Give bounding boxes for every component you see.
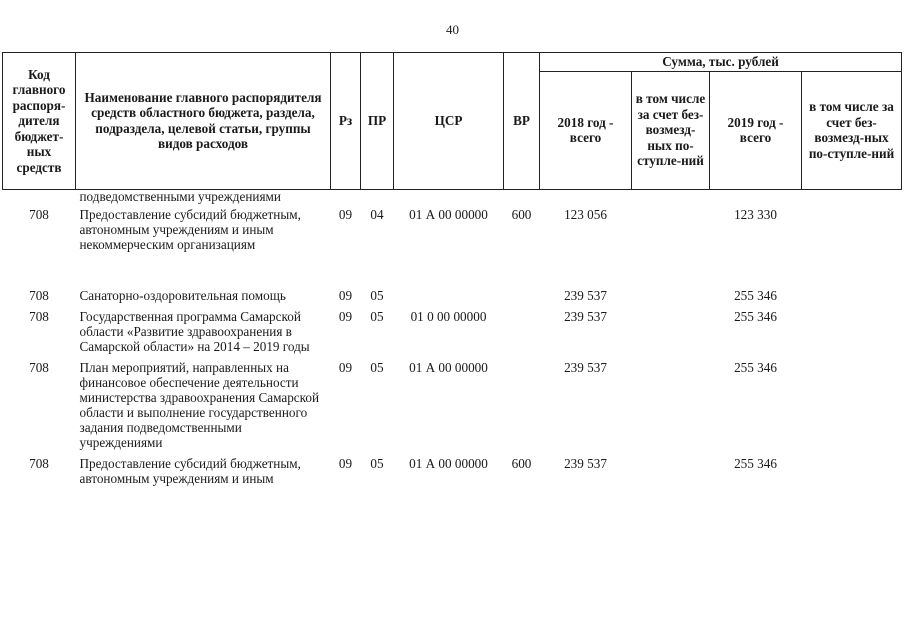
cell-csr: 01 А 00 00000: [409, 455, 488, 471]
cell-pr: 05: [370, 455, 384, 471]
table-row: [3, 309, 902, 360]
cell-name: План мероприятий, направленных на финансовое обеспечение деятельности министерства здравоохранения Самарской области и выполнение государственного задания подведомственными учреждениями: [79, 359, 320, 450]
cell-sum-2019: 255 346: [734, 287, 777, 303]
cell-name: Государственная программа Самарской области «Развитие здравоохранения в Самарской области» на 2014 – 2019 годы: [79, 308, 310, 354]
cell-sum-2019: 255 346: [734, 359, 777, 375]
table-row: [3, 360, 902, 456]
cell-free-2019: [802, 288, 902, 309]
cell-free-2018: [632, 456, 710, 492]
cell-free-2018: [632, 288, 710, 309]
cell-sum-2018: 239 537: [564, 308, 607, 324]
carry-over-row: [3, 189, 902, 207]
cell-free-2019: [802, 207, 902, 288]
header-2018-free: в том числе за счет без-возмезд-ных по-ступле-ний: [632, 71, 710, 189]
cell-free-2019: [802, 309, 902, 360]
cell-sum-2018: 239 537: [564, 359, 607, 375]
cell-csr: 01 0 00 00000: [410, 308, 487, 324]
table-row: [3, 456, 902, 492]
cell-rz: 09: [338, 455, 353, 471]
cell-sum-2019: 123 330: [734, 206, 777, 222]
table-row: [3, 207, 902, 288]
cell-pr: 04: [370, 206, 384, 222]
cell-code: 708: [29, 455, 49, 471]
cell-name: Санаторно-оздоровительная помощь: [79, 287, 286, 303]
header-pr: ПР: [361, 53, 394, 190]
header-code: Код главного распоря-дителя бюджет-ных средств: [3, 53, 76, 190]
cell-rz: 09: [338, 206, 353, 222]
cell-rz: 09: [338, 359, 353, 375]
budget-table: [2, 52, 902, 492]
cell-sum-2019: 255 346: [734, 308, 777, 324]
table-body: [3, 189, 902, 492]
cell-vr: 600: [511, 206, 532, 222]
cell-sum-2018: 239 537: [564, 287, 607, 303]
cell-sum-2018: 123 056: [564, 206, 607, 222]
header-2019-total: 2019 год - всего: [710, 71, 802, 189]
cell-pr: 05: [370, 308, 384, 324]
page-number: 40: [446, 22, 459, 37]
cell-free-2019: [802, 360, 902, 456]
cell-vr: [504, 309, 540, 360]
cell-name: Предоставление субсидий бюджетным, автономным учреждениям и иным: [79, 455, 301, 486]
cell-code: 708: [29, 308, 49, 324]
cell-pr: 05: [370, 359, 384, 375]
carry-over-text: подведомственными учреждениями: [79, 188, 281, 204]
cell-code: 708: [29, 206, 49, 222]
header-csr: ЦСР: [394, 53, 504, 190]
cell-vr: 600: [511, 455, 532, 471]
header-2018-total: 2018 год - всего: [540, 71, 632, 189]
cell-free-2019: [802, 456, 902, 492]
table-header: [3, 53, 902, 190]
header-rz: Рз: [331, 53, 361, 190]
header-2019-free: в том числе за счет без-возмезд-ных по-ступле-ний: [802, 71, 902, 189]
cell-rz: 09: [338, 308, 353, 324]
cell-free-2018: [632, 309, 710, 360]
cell-rz: 09: [338, 287, 353, 303]
cell-csr: 01 А 00 00000: [409, 359, 488, 375]
cell-code: 708: [29, 287, 49, 303]
cell-pr: 05: [370, 287, 384, 303]
cell-csr: [394, 288, 504, 309]
cell-sum-2019: 255 346: [734, 455, 777, 471]
cell-csr: 01 А 00 00000: [409, 206, 488, 222]
header-vr: ВР: [504, 53, 540, 190]
cell-name: Предоставление субсидий бюджетным, автономным учреждениям и иным некоммерческим организациям: [79, 206, 301, 252]
header-name: Наименование главного распорядителя средств областного бюджета, раздела, подраздела, целевой статьи, группы видов расходов: [76, 53, 331, 190]
cell-sum-2018: 239 537: [564, 455, 607, 471]
header-sum-group: Сумма, тыс. рублей: [540, 53, 902, 72]
cell-code: 708: [29, 359, 49, 375]
cell-free-2018: [632, 207, 710, 288]
cell-vr: [504, 360, 540, 456]
table-row: [3, 288, 902, 309]
cell-vr: [504, 288, 540, 309]
cell-free-2018: [632, 360, 710, 456]
